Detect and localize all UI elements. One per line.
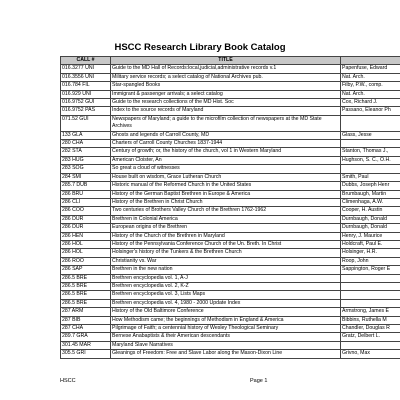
- author-cell: Holsinger, H.R.: [341, 249, 400, 257]
- call-number-cell: 286 BRU: [61, 190, 111, 198]
- author-cell: Bibbins, Ruthella M: [341, 316, 400, 324]
- title-cell: Brethren encyclopedia vol. 2, K-Z: [111, 282, 341, 290]
- page-title: HSCC Research Library Book Catalog: [114, 42, 286, 53]
- author-cell: [341, 274, 400, 282]
- title-cell: American Cloister, An: [111, 156, 341, 164]
- table-row: [61, 73, 400, 81]
- table-row: [61, 99, 400, 107]
- table-row: [61, 207, 400, 215]
- author-cell: Dubbs, Joseph Henr: [341, 182, 400, 190]
- table-row: [61, 266, 400, 274]
- author-cell: Smith, Paul: [341, 173, 400, 181]
- author-cell: Durnbaugh, Donald: [341, 215, 400, 223]
- author-cell: Holdcraft, Paul E.: [341, 240, 400, 248]
- author-cell: Cooper, H. Austin: [341, 207, 400, 215]
- call-number-cell: 071.52 GUI: [61, 115, 111, 131]
- table-row: [61, 240, 400, 248]
- author-cell: Sappington, Roger E: [341, 266, 400, 274]
- call-number-cell: 286 SAP: [61, 266, 111, 274]
- call-number-cell: 283 SOG: [61, 165, 111, 173]
- table-row: [61, 82, 400, 90]
- author-cell: Henry, J. Maurice: [341, 232, 400, 240]
- call-number-cell: 286.5 BRE: [61, 291, 111, 299]
- call-number-cell: 286.5 BRE: [61, 299, 111, 307]
- title-cell: Star-spangled Books: [111, 82, 341, 90]
- table-row: [61, 282, 400, 290]
- title-cell: Index to the source records of Maryland: [111, 107, 341, 115]
- call-number-cell: 016.3556 UNI: [61, 73, 111, 81]
- call-number-cell: 016.3277 UNI: [61, 65, 111, 73]
- title-cell: Christianity vs. War: [111, 257, 341, 265]
- author-cell: [341, 115, 400, 131]
- table-row: [61, 173, 400, 181]
- call-number-cell: 305.5 GRI: [61, 350, 111, 358]
- call-number-cell: 301.45 MAR: [61, 341, 111, 349]
- table-row: [61, 316, 400, 324]
- author-cell: Roop, John: [341, 257, 400, 265]
- author-cell: Climenhaga, A.W.: [341, 198, 400, 206]
- title-cell: History of the Brethren in Christ Church: [111, 198, 341, 206]
- author-header: [341, 57, 400, 65]
- author-cell: [341, 165, 400, 173]
- title-cell: Maryland Slave Narratives: [111, 341, 341, 349]
- table-row: [61, 249, 400, 257]
- call-number-cell: 287 ARM: [61, 308, 111, 316]
- call-number-cell: 016.9752 GUI: [61, 99, 111, 107]
- title-cell: Century of growth; or, the history of the church, vol 1 in Western Maryland: [111, 148, 341, 156]
- table-row: [61, 350, 400, 358]
- call-number-cell: 286 ROO: [61, 257, 111, 265]
- table-row: [61, 131, 400, 139]
- author-cell: Filby, P.W., comp.: [341, 82, 400, 90]
- call-number-cell: 286 HEN: [61, 232, 111, 240]
- table-row: [61, 156, 400, 164]
- table-row: [61, 299, 400, 307]
- table-row: [61, 165, 400, 173]
- call-number-cell: 286 CLI: [61, 198, 111, 206]
- footer-page-number: Page 1: [250, 378, 268, 384]
- call-number-cell: 285.7 DUB: [61, 182, 111, 190]
- author-cell: Stanton, Thomas J.,: [341, 148, 400, 156]
- call-number-header: CALL #: [61, 57, 111, 65]
- table-row: [61, 215, 400, 223]
- call-number-cell: 283 HUG: [61, 156, 111, 164]
- author-cell: Hughson, S. C., O.H.: [341, 156, 400, 164]
- title-cell: Brethren in Colonial America: [111, 215, 341, 223]
- title-cell: Holsinger's history of the Tunkers & the Brethren Church: [111, 249, 341, 257]
- call-number-cell: 287 BIB: [61, 316, 111, 324]
- author-cell: [341, 282, 400, 290]
- title-cell: History of the Church of the Brethren in Maryland: [111, 232, 341, 240]
- author-cell: [341, 140, 400, 148]
- table-row: [61, 257, 400, 265]
- table-row: [61, 148, 400, 156]
- call-number-cell: 286 COO: [61, 207, 111, 215]
- table-row: [61, 341, 400, 349]
- table-header-row: [61, 57, 400, 65]
- author-cell: Brumbaugh, Martin: [341, 190, 400, 198]
- call-number-cell: 289.7 GRA: [61, 333, 111, 341]
- catalog-body: [61, 65, 400, 358]
- call-number-cell: 287 CHA: [61, 325, 111, 333]
- call-number-cell: 286 DUR: [61, 215, 111, 223]
- table-row: [61, 325, 400, 333]
- author-cell: [341, 291, 400, 299]
- table-row: [61, 198, 400, 206]
- title-cell: Bernese Anabaptists & their American descendants: [111, 333, 341, 341]
- title-cell: History of the Old Baltimore Conference: [111, 308, 341, 316]
- title-cell: Brethren in the new nation: [111, 266, 341, 274]
- author-cell: Gratz, Delbert L.: [341, 333, 400, 341]
- title-cell: How Methodism came; the beginnings of Methodism in England & America: [111, 316, 341, 324]
- author-cell: Nat. Arch.: [341, 73, 400, 81]
- table-row: [61, 308, 400, 316]
- call-number-cell: 284 SMI: [61, 173, 111, 181]
- title-cell: History of the German Baptist Brethren in Europe & America: [111, 190, 341, 198]
- title-cell: Two centuries of Brothers Valley Church of the Brethren 1762-1962: [111, 207, 341, 215]
- title-cell: History of the Pennsylvania Conference Church of the Un. Breth. In Christ: [111, 240, 341, 248]
- title-cell: Historic manual of the Reformed Church in the United States: [111, 182, 341, 190]
- title-cell: Charters of Carroll County Churches 1837-1944: [111, 140, 341, 148]
- table-row: [61, 333, 400, 341]
- title-cell: Military service records; a select catalog of National Archives pub.: [111, 73, 341, 81]
- author-cell: Durnbaugh, Donald: [341, 224, 400, 232]
- author-cell: Nat. Arch.: [341, 90, 400, 98]
- title-header: TITLE: [111, 57, 341, 65]
- footer-org: HSCC: [60, 378, 76, 384]
- title-cell: Ghosts and legends of Carroll County, MD: [111, 131, 341, 139]
- title-cell: Brethren encyclopedia vol. 1, A-J: [111, 274, 341, 282]
- table-row: [61, 107, 400, 115]
- table-row: [61, 232, 400, 240]
- catalog-table: [60, 56, 400, 359]
- author-cell: Grivno, Max: [341, 350, 400, 358]
- title-cell: Brethren encyclopedia vol. 4, 1980 - 2000 Update Index: [111, 299, 341, 307]
- title-cell: European origins of the Brethren: [111, 224, 341, 232]
- title-cell: Newspapers of Maryland; a guide to the microfilm collection of newspapers at the MD State Archives: [111, 115, 341, 131]
- call-number-cell: 282 STA: [61, 148, 111, 156]
- call-number-cell: 133 GLA: [61, 131, 111, 139]
- title-cell: Gleanings of Freedom: Free and Slave Labor along the Mason-Dixon Line: [111, 350, 341, 358]
- call-number-cell: 016.784 FIL: [61, 82, 111, 90]
- table-row: [61, 274, 400, 282]
- call-number-cell: 286 HOL: [61, 249, 111, 257]
- call-number-cell: 016.929 UNI: [61, 90, 111, 98]
- author-cell: Passano, Eleanor Ph: [341, 107, 400, 115]
- title-cell: House built on wisdom, Grace Lutheran Church: [111, 173, 341, 181]
- title-cell: Pilgrimage of Faith; a centennial history of Wesley Theological Seminary: [111, 325, 341, 333]
- table-row: [61, 90, 400, 98]
- table-row: [61, 182, 400, 190]
- table-row: [61, 115, 400, 131]
- call-number-cell: 286.5 BRE: [61, 274, 111, 282]
- table-row: [61, 291, 400, 299]
- call-number-cell: 286 DUR: [61, 224, 111, 232]
- title-cell: So great a cloud of witnesses: [111, 165, 341, 173]
- author-cell: Papenfuse, Edward: [341, 65, 400, 73]
- call-number-cell: 280 CHA: [61, 140, 111, 148]
- call-number-cell: 016.9752 PAS: [61, 107, 111, 115]
- title-cell: Guide to the research collections of the MD Hist. Soc: [111, 99, 341, 107]
- call-number-cell: 286 HOL: [61, 240, 111, 248]
- call-number-cell: 286.5 BRE: [61, 282, 111, 290]
- title-cell: Guide to the MD Hall of Records:local,judicial,administrative records v.1: [111, 65, 341, 73]
- title-cell: Immigrant & passenger arrivals; a select catalog: [111, 90, 341, 98]
- table-row: [61, 65, 400, 73]
- author-cell: Armstrong, James E: [341, 308, 400, 316]
- table-row: [61, 224, 400, 232]
- table-row: [61, 140, 400, 148]
- author-cell: [341, 341, 400, 349]
- author-cell: Chandler, Douglas R: [341, 325, 400, 333]
- table-row: [61, 190, 400, 198]
- author-cell: [341, 299, 400, 307]
- author-cell: Glass, Jesse: [341, 131, 400, 139]
- title-cell: Brethren encyclopedia vol. 3, Lists Maps: [111, 291, 341, 299]
- author-cell: Cox, Richard J.: [341, 99, 400, 107]
